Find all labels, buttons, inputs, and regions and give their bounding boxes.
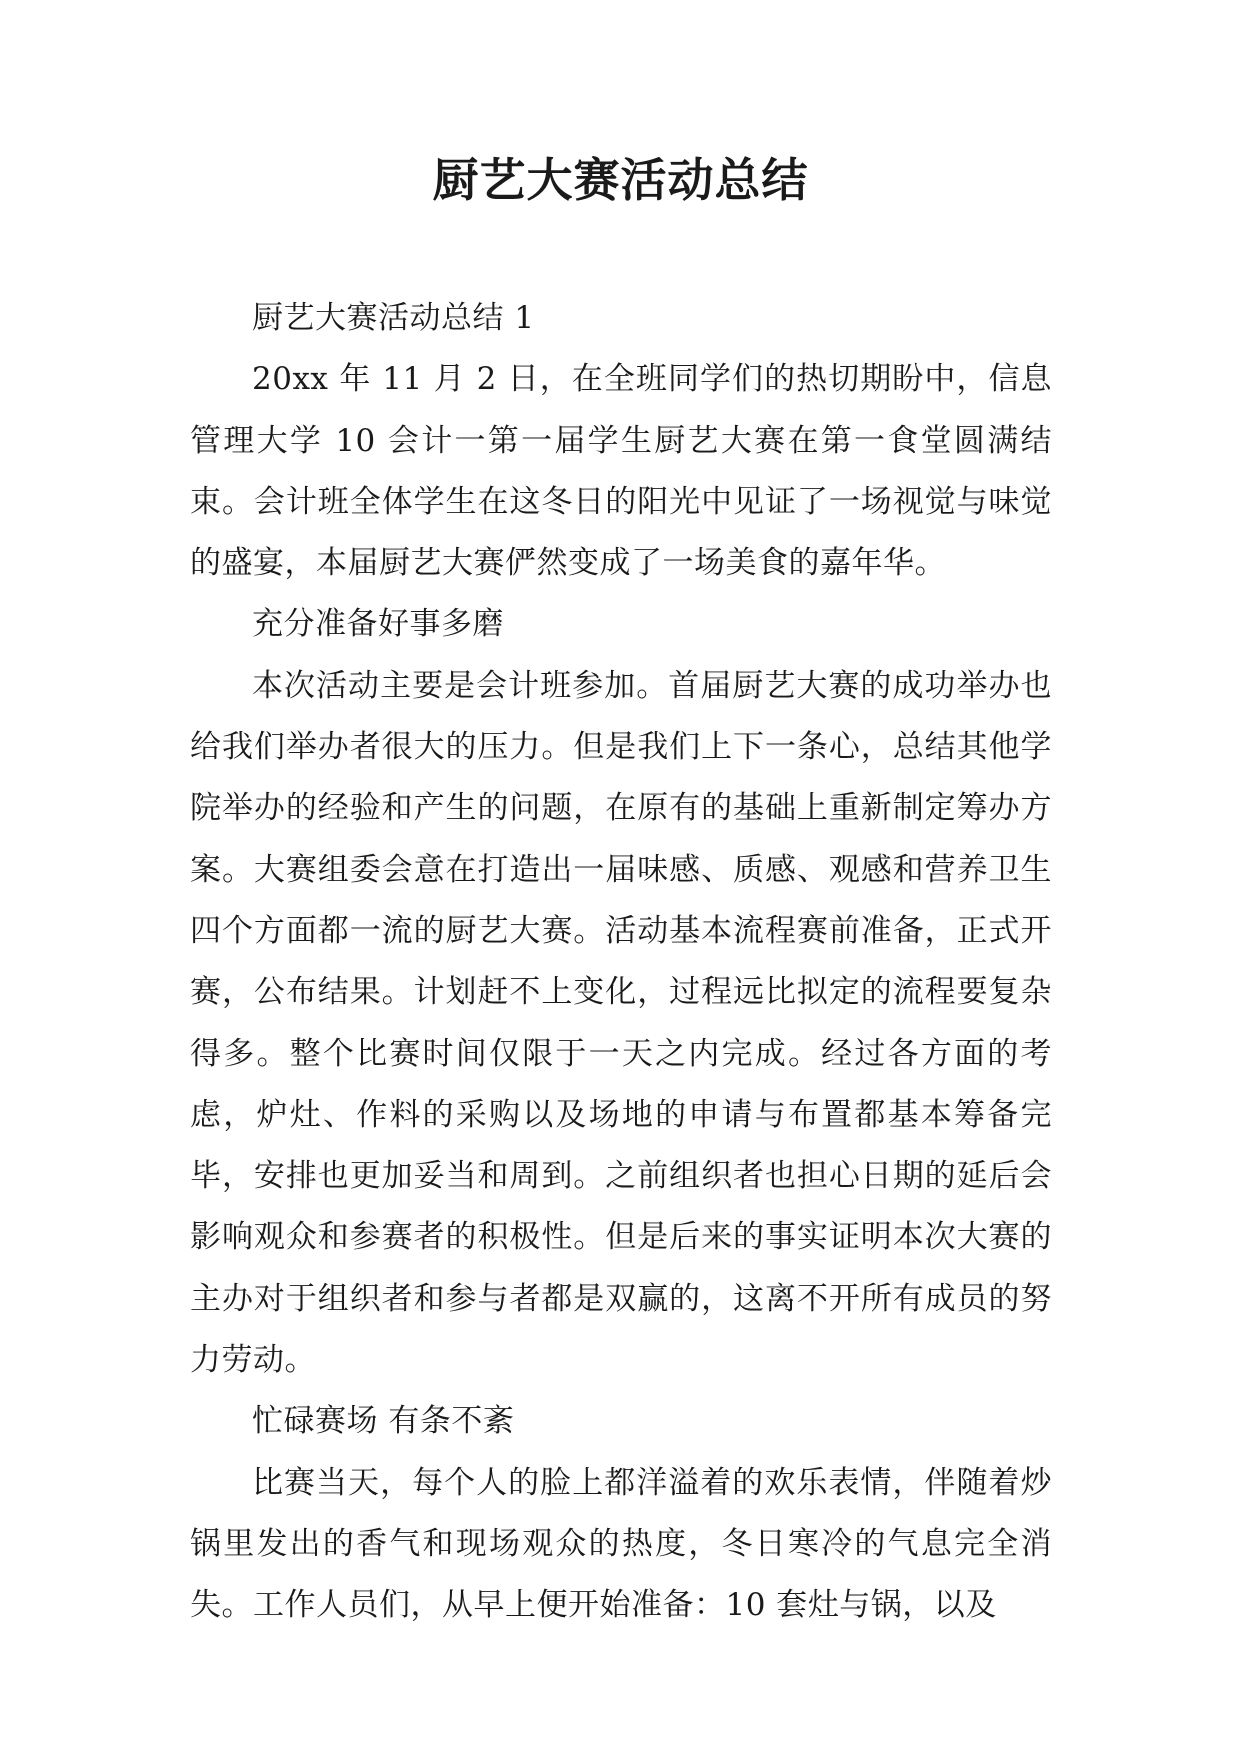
section-heading: 充分准备好事多磨	[252, 606, 504, 643]
paragraph: 比赛当天，每个人的脸上都洋溢着的欢乐表情，伴随着炒锅里发出的香气和现场观众的热度，冬日寒冷的气息完全消失。工作人员们，从早上便开始准备：10 套灶与锅，以及	[190, 1464, 1052, 1624]
section-heading: 忙碌赛场 有条不紊	[252, 1403, 515, 1440]
section-heading: 厨艺大赛活动总结 1	[252, 300, 535, 336]
paragraph: 本次活动主要是会计班参加。首届厨艺大赛的成功举办也给我们举办者很大的压力。但是我们上下一条心，总结其他学院举办的经验和产生的问题，在原有的基础上重新制定筹办方案。大赛组委会意在打造出一届味感、质感、观感和营养卫生四个方面都一流的厨艺大赛。活动基本流程赛前准备，正式开赛，公布结果。计划赶不上变化，过程远比拟定的流程要复杂得多。整个比赛时间仅限于一天之内完成。经过各方面的考虑，炉灶、作料的采购以及场地的申请与布置都基本筹备完毕，安排也更加妥当和周到。之前组织者也担心日期的延后会影响观众和参赛者的积极性。但是后来的事实证明本次大赛的主办对于组织者和参与者都是双赢的，这离不开所有成员的努力劳动。	[190, 667, 1052, 1379]
paragraph: 20xx 年 11 月 2 日，在全班同学们的热切期盼中，信息管理大学 10 会计一第一届学生厨艺大赛在第一食堂圆满结束。会计班全体学生在这冬日的阳光中见证了一场视觉与味觉的盛宴，本届厨艺大赛俨然变成了一场美食的嘉年华。	[190, 361, 1052, 582]
document-body	[190, 288, 1052, 1637]
document-title: 厨艺大赛活动总结	[432, 153, 809, 207]
